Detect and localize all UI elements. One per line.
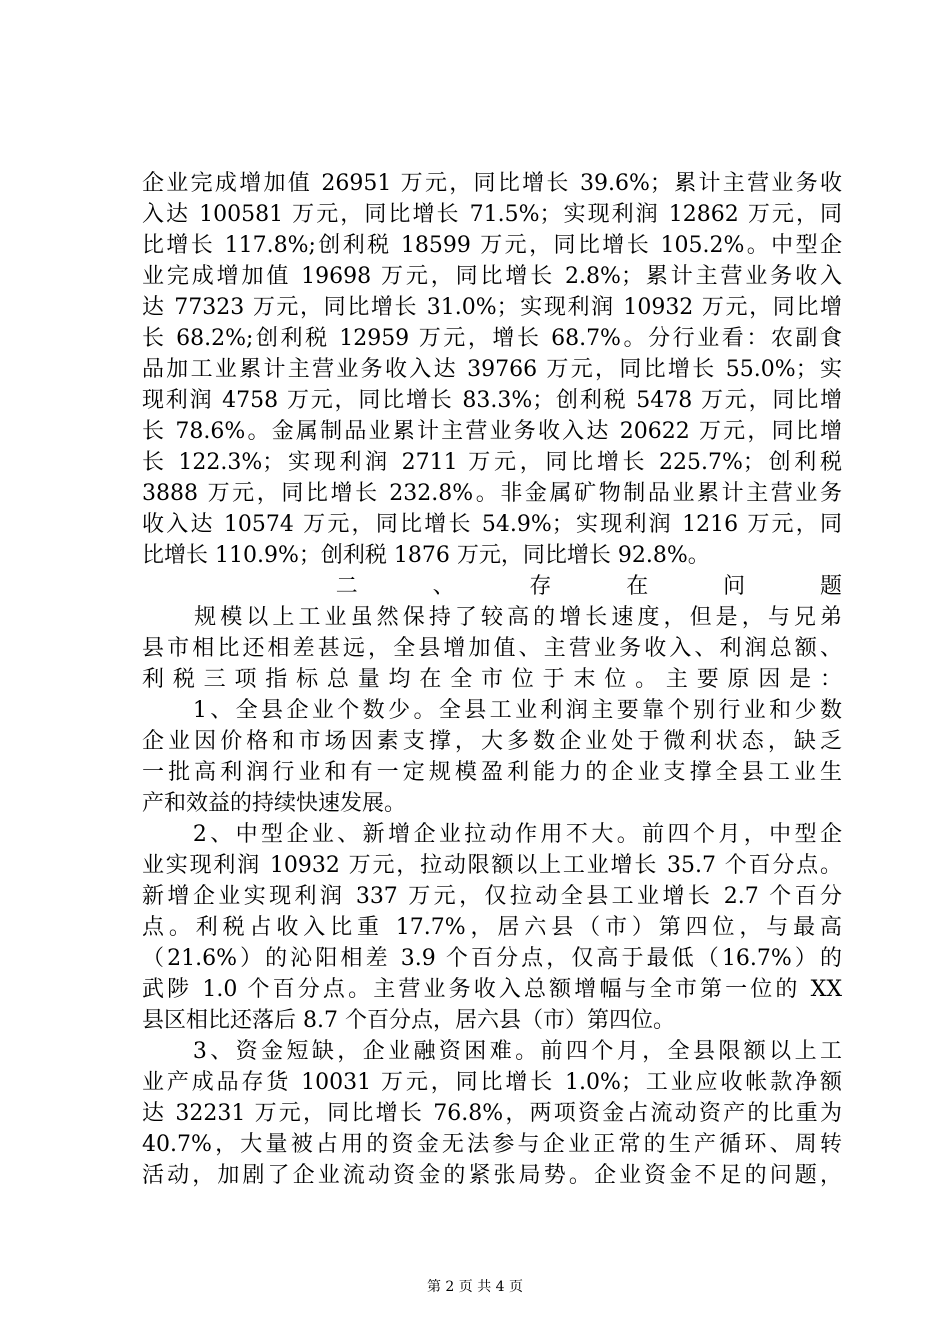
text-line: 长 122.3%；实现利润 2711 万元，同比增长 225.7%；创利税 (142, 450, 842, 475)
text-line: 业完成增加值 19698 万元，同比增长 2.8%；累计主营业务收入 (142, 264, 842, 289)
text-line: 1、全县企业个数少。全县工业利润主要靠个别行业和少数 (142, 698, 842, 723)
text-line: 利税三项指标总量均在全市位于末位。主要原因是： (142, 667, 842, 692)
text-line: 40.7%，大量被占用的资金无法参与企业正常的生产循环、周转 (142, 1132, 842, 1157)
text-line: 达 77323 万元，同比增长 31.0%；实现利润 10932 万元，同比增 (142, 295, 842, 320)
text-line: 长 78.6%。金属制品业累计主营业务收入达 20622 万元，同比增 (142, 419, 842, 444)
text-line: 点。利税占收入比重 17.7%，居六县（市）第四位，与最高 (142, 915, 842, 940)
text-line: 县区相比还落后 8.7 个百分点，居六县（市）第四位。 (142, 1008, 675, 1033)
text-line: 比增长 117.8%;创利税 18599 万元，同比增长 105.2%。中型企 (142, 233, 842, 258)
text-line: 品加工业累计主营业务收入达 39766 万元，同比增长 55.0%；实 (142, 357, 842, 382)
text-line: 入达 100581 万元，同比增长 71.5%；实现利润 12862 万元，同 (142, 202, 842, 227)
text-line: （21.6%）的沁阳相差 3.9 个百分点，仅高于最低（16.7%）的 (142, 946, 842, 971)
text-line: 活动，加剧了企业流动资金的紧张局势。企业资金不足的问题， (142, 1163, 842, 1188)
text-line: 比增长 110.9%；创利税 1876 万元，同比增长 92.8%。 (142, 543, 710, 568)
text-line: 企业完成增加值 26951 万元，同比增长 39.6%；累计主营业务收 (142, 171, 842, 196)
text-line: 产和效益的持续快速发展。 (142, 791, 407, 816)
document-body (142, 168, 842, 1191)
text-line: 2、中型企业、新增企业拉动作用不大。前四个月，中型企 (142, 822, 842, 847)
text-line: 业产成品存货 10031 万元，同比增长 1.0%；工业应收帐款净额 (142, 1070, 842, 1095)
text-line: 一批高利润行业和有一定规模盈利能力的企业支撑全县工业生 (142, 760, 842, 785)
text-line: 达 32231 万元，同比增长 76.8%，两项资金占流动资产的比重为 (142, 1101, 842, 1126)
text-line: 规模以上工业虽然保持了较高的增长速度，但是，与兄弟 (142, 605, 842, 630)
text-line: 业实现利润 10932 万元，拉动限额以上工业增长 35.7 个百分点。 (142, 853, 842, 878)
text-line: 新增企业实现利润 337 万元，仅拉动全县工业增长 2.7 个百分 (142, 884, 842, 909)
text-line: 收入达 10574 万元，同比增长 54.9%；实现利润 1216 万元，同 (142, 512, 842, 537)
page-footer: 第 2 页 共 4 页 (426, 1279, 524, 1295)
text-line: 长 68.2%;创利税 12959 万元，增长 68.7%。分行业看：农副食 (142, 326, 842, 351)
text-line: 二、存在问题 (142, 574, 842, 599)
text-line: 企业因价格和市场因素支撑，大多数企业处于微利状态，缺乏 (142, 729, 842, 754)
text-line: 现利润 4758 万元，同比增长 83.3%；创利税 5478 万元，同比增 (142, 388, 842, 413)
text-line: 3888 万元，同比增长 232.8%。非金属矿物制品业累计主营业务 (142, 481, 842, 506)
text-line: 3、资金短缺，企业融资困难。前四个月，全县限额以上工 (142, 1039, 842, 1064)
text-line: 武陟 1.0 个百分点。主营业务收入总额增幅与全市第一位的 XX (142, 977, 842, 1002)
text-line: 县市相比还相差甚远，全县增加值、主营业务收入、利润总额、 (142, 636, 842, 661)
